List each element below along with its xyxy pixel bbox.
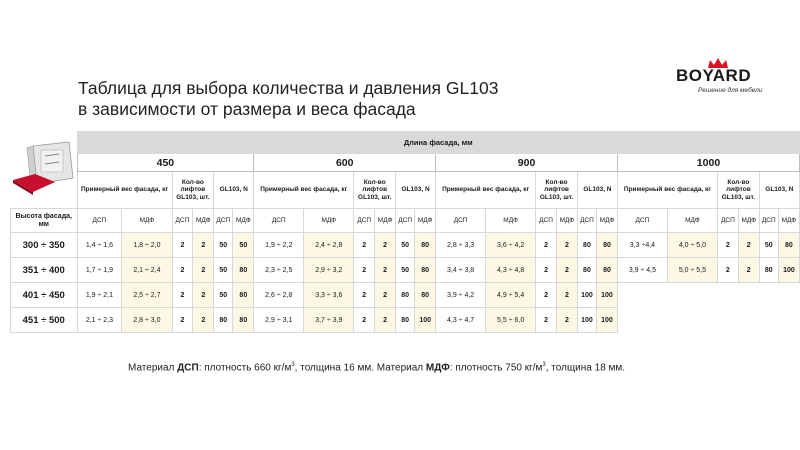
selection-table xyxy=(10,131,800,333)
material-footnote xyxy=(128,362,625,373)
lifts-dsp: 2 xyxy=(172,233,193,258)
footnote-text: Материал xyxy=(128,362,178,374)
lifts-header: Кол-во лифтов GL103, шт. xyxy=(536,172,578,209)
length-450: 450 xyxy=(77,154,254,172)
sub-label-dsp: ДСП xyxy=(172,209,193,233)
lifts-dsp: 2 xyxy=(717,258,738,283)
brand-logo xyxy=(676,58,763,98)
lifts-mdf: 2 xyxy=(193,258,214,283)
force-mdf: 80 xyxy=(597,258,618,283)
force-mdf: 100 xyxy=(415,308,436,333)
weight-dsp: 3,3 ÷4,4 xyxy=(617,233,667,258)
footnote-text: : плотность 660 кг/м xyxy=(198,362,292,374)
page-title xyxy=(78,78,498,120)
weight-dsp: 1,4 ÷ 1,6 xyxy=(77,233,122,258)
weight-dsp: 2,6 ÷ 2,8 xyxy=(254,283,304,308)
force-header: GL103, N xyxy=(214,172,254,209)
weight-mdf: 3,6 ÷ 4,2 xyxy=(486,233,536,258)
weight-dsp: 2,8 ÷ 3,3 xyxy=(436,233,486,258)
lifts-header: Кол-во лифтов GL103, шт. xyxy=(172,172,214,209)
sub-header-row xyxy=(11,209,800,233)
title-line-1: Таблица для выбора количества и давления GL103 xyxy=(78,78,499,98)
length-600: 600 xyxy=(254,154,436,172)
footnote-sup: 3 xyxy=(291,362,295,368)
length-1000: 1000 xyxy=(617,154,799,172)
sub-label-mdf: МДФ xyxy=(415,209,436,233)
lifts-mdf: 2 xyxy=(193,308,214,333)
sub-label-dsp: ДСП xyxy=(354,209,375,233)
weight-mdf: 2,9 ÷ 3,2 xyxy=(304,258,354,283)
lifts-mdf: 2 xyxy=(738,233,759,258)
sub-label-dsp: ДСП xyxy=(214,209,233,233)
force-mdf: 100 xyxy=(778,258,799,283)
facade-lift-illustration xyxy=(11,138,77,200)
footnote-sup: 3 xyxy=(542,362,546,368)
weight-dsp: 3,9 ÷ 4,2 xyxy=(436,283,486,308)
force-mdf: 80 xyxy=(415,258,436,283)
table-row xyxy=(11,233,800,258)
weight-mdf: 3,3 ÷ 3,6 xyxy=(304,283,354,308)
weight-dsp: 2,1 ÷ 2,3 xyxy=(77,308,122,333)
lifts-mdf: 2 xyxy=(556,233,577,258)
lifts-dsp: 2 xyxy=(172,283,193,308)
table-row xyxy=(11,283,800,308)
force-mdf: 80 xyxy=(233,308,254,333)
weight-mdf: 2,8 ÷ 3,0 xyxy=(122,308,172,333)
lifts-dsp: 2 xyxy=(354,283,375,308)
force-dsp: 80 xyxy=(759,258,778,283)
brand-name: BOYARD xyxy=(676,66,752,85)
weight-mdf: 1,8 ÷ 2,0 xyxy=(122,233,172,258)
empty-cell xyxy=(617,283,799,308)
force-dsp: 100 xyxy=(577,308,596,333)
height-cell: 401 ÷ 450 xyxy=(11,283,78,308)
footnote-mdf: МДФ xyxy=(425,362,450,374)
lifts-mdf: 2 xyxy=(193,283,214,308)
height-cell: 451 ÷ 500 xyxy=(11,308,78,333)
lifts-dsp: 2 xyxy=(354,308,375,333)
weight-dsp: 2,9 ÷ 3,1 xyxy=(254,308,304,333)
lifts-mdf: 2 xyxy=(375,308,396,333)
lifts-mdf: 2 xyxy=(375,258,396,283)
force-mdf: 50 xyxy=(233,233,254,258)
facade-illustration-cell xyxy=(11,132,78,209)
force-mdf: 80 xyxy=(778,233,799,258)
sub-label-mdf: МДФ xyxy=(667,209,717,233)
weight-dsp: 1,9 ÷ 2,1 xyxy=(77,283,122,308)
lifts-dsp: 2 xyxy=(172,308,193,333)
weight-mdf: 4,9 ÷ 5,4 xyxy=(486,283,536,308)
lifts-mdf: 2 xyxy=(556,258,577,283)
weight-dsp: 3,4 ÷ 3,8 xyxy=(436,258,486,283)
force-header: GL103, N xyxy=(759,172,799,209)
weight-dsp: 3,9 ÷ 4,5 xyxy=(617,258,667,283)
force-mdf: 80 xyxy=(415,283,436,308)
force-dsp: 50 xyxy=(214,258,233,283)
lifts-dsp: 2 xyxy=(354,233,375,258)
footnote-text: : плотность 750 кг/м xyxy=(449,362,543,374)
length-band: Длина фасада, мм xyxy=(77,132,800,154)
force-mdf: 100 xyxy=(597,308,618,333)
force-dsp: 100 xyxy=(577,283,596,308)
weight-dsp: 1,7 ÷ 1,9 xyxy=(77,258,122,283)
weight-mdf: 3,7 ÷ 3,9 xyxy=(304,308,354,333)
force-dsp: 50 xyxy=(759,233,778,258)
lifts-mdf: 2 xyxy=(556,308,577,333)
length-900: 900 xyxy=(436,154,618,172)
weight-mdf: 5,0 ÷ 5,5 xyxy=(667,258,717,283)
weight-mdf: 2,4 ÷ 2,8 xyxy=(304,233,354,258)
lifts-dsp: 2 xyxy=(172,258,193,283)
weight-dsp: 1,9 ÷ 2,2 xyxy=(254,233,304,258)
lifts-dsp: 2 xyxy=(536,258,557,283)
force-header: GL103, N xyxy=(577,172,617,209)
force-mdf: 80 xyxy=(415,233,436,258)
lifts-mdf: 2 xyxy=(738,258,759,283)
weight-mdf: 4,3 ÷ 4,8 xyxy=(486,258,536,283)
column-header-row xyxy=(11,172,800,209)
weight-mdf: 4,0 ÷ 5,0 xyxy=(667,233,717,258)
footnote-text: , толщина 18 мм. xyxy=(545,362,626,374)
force-dsp: 80 xyxy=(396,283,415,308)
sub-label-dsp: ДСП xyxy=(717,209,738,233)
force-mdf: 100 xyxy=(597,283,618,308)
force-dsp: 80 xyxy=(214,308,233,333)
table-row xyxy=(11,308,800,333)
sub-label-dsp: ДСП xyxy=(396,209,415,233)
table-row xyxy=(11,258,800,283)
sub-label-mdf: МДФ xyxy=(486,209,536,233)
length-row xyxy=(11,154,800,172)
height-header: Высота фасада, мм xyxy=(11,209,78,233)
force-header: GL103, N xyxy=(396,172,436,209)
height-cell: 351 ÷ 400 xyxy=(11,258,78,283)
sub-label-dsp: ДСП xyxy=(436,209,486,233)
sub-label-mdf: МДФ xyxy=(375,209,396,233)
weight-header: Примерный вес фасада, кг xyxy=(617,172,717,209)
footnote-dsp: ДСП xyxy=(177,362,199,374)
lifts-dsp: 2 xyxy=(536,233,557,258)
force-dsp: 50 xyxy=(214,233,233,258)
weight-header: Примерный вес фасада, кг xyxy=(436,172,536,209)
force-dsp: 50 xyxy=(396,233,415,258)
sub-label-dsp: ДСП xyxy=(577,209,596,233)
lifts-header: Кол-во лифтов GL103, шт. xyxy=(717,172,759,209)
sub-label-dsp: ДСП xyxy=(77,209,122,233)
sub-label-mdf: МДФ xyxy=(597,209,618,233)
sub-label-mdf: МДФ xyxy=(122,209,172,233)
lifts-mdf: 2 xyxy=(375,233,396,258)
sub-label-mdf: МДФ xyxy=(233,209,254,233)
lifts-dsp: 2 xyxy=(717,233,738,258)
sub-label-dsp: ДСП xyxy=(254,209,304,233)
force-mdf: 80 xyxy=(233,283,254,308)
weight-mdf: 2,5 ÷ 2,7 xyxy=(122,283,172,308)
lifts-dsp: 2 xyxy=(536,283,557,308)
empty-cell xyxy=(617,308,799,333)
height-cell: 300 ÷ 350 xyxy=(11,233,78,258)
force-dsp: 80 xyxy=(577,233,596,258)
force-dsp: 80 xyxy=(577,258,596,283)
force-dsp: 50 xyxy=(214,283,233,308)
footnote-text: , толщина 16 мм. Материал xyxy=(294,362,426,374)
force-mdf: 80 xyxy=(597,233,618,258)
force-dsp: 80 xyxy=(396,308,415,333)
sub-label-mdf: МДФ xyxy=(193,209,214,233)
sub-label-mdf: МДФ xyxy=(556,209,577,233)
lifts-mdf: 2 xyxy=(193,233,214,258)
sub-label-dsp: ДСП xyxy=(759,209,778,233)
sub-label-mdf: МДФ xyxy=(738,209,759,233)
sub-label-mdf: МДФ xyxy=(778,209,799,233)
lifts-dsp: 2 xyxy=(536,308,557,333)
weight-mdf: 2,1 ÷ 2,4 xyxy=(122,258,172,283)
force-mdf: 80 xyxy=(233,258,254,283)
lifts-mdf: 2 xyxy=(556,283,577,308)
lifts-header: Кол-во лифтов GL103, шт. xyxy=(354,172,396,209)
brand-slogan: Решение для мебели xyxy=(698,87,763,94)
lifts-mdf: 2 xyxy=(375,283,396,308)
title-line-2: в зависимости от размера и веса фасада xyxy=(78,99,416,119)
force-dsp: 50 xyxy=(396,258,415,283)
sub-label-dsp: ДСП xyxy=(617,209,667,233)
weight-dsp: 2,3 ÷ 2,5 xyxy=(254,258,304,283)
weight-dsp: 4,3 ÷ 4,7 xyxy=(436,308,486,333)
weight-header: Примерный вес фасада, кг xyxy=(77,172,172,209)
sub-label-dsp: ДСП xyxy=(536,209,557,233)
weight-header: Примерный вес фасада, кг xyxy=(254,172,354,209)
lifts-dsp: 2 xyxy=(354,258,375,283)
sub-label-mdf: МДФ xyxy=(304,209,354,233)
weight-mdf: 5,5 ÷ 6,0 xyxy=(486,308,536,333)
